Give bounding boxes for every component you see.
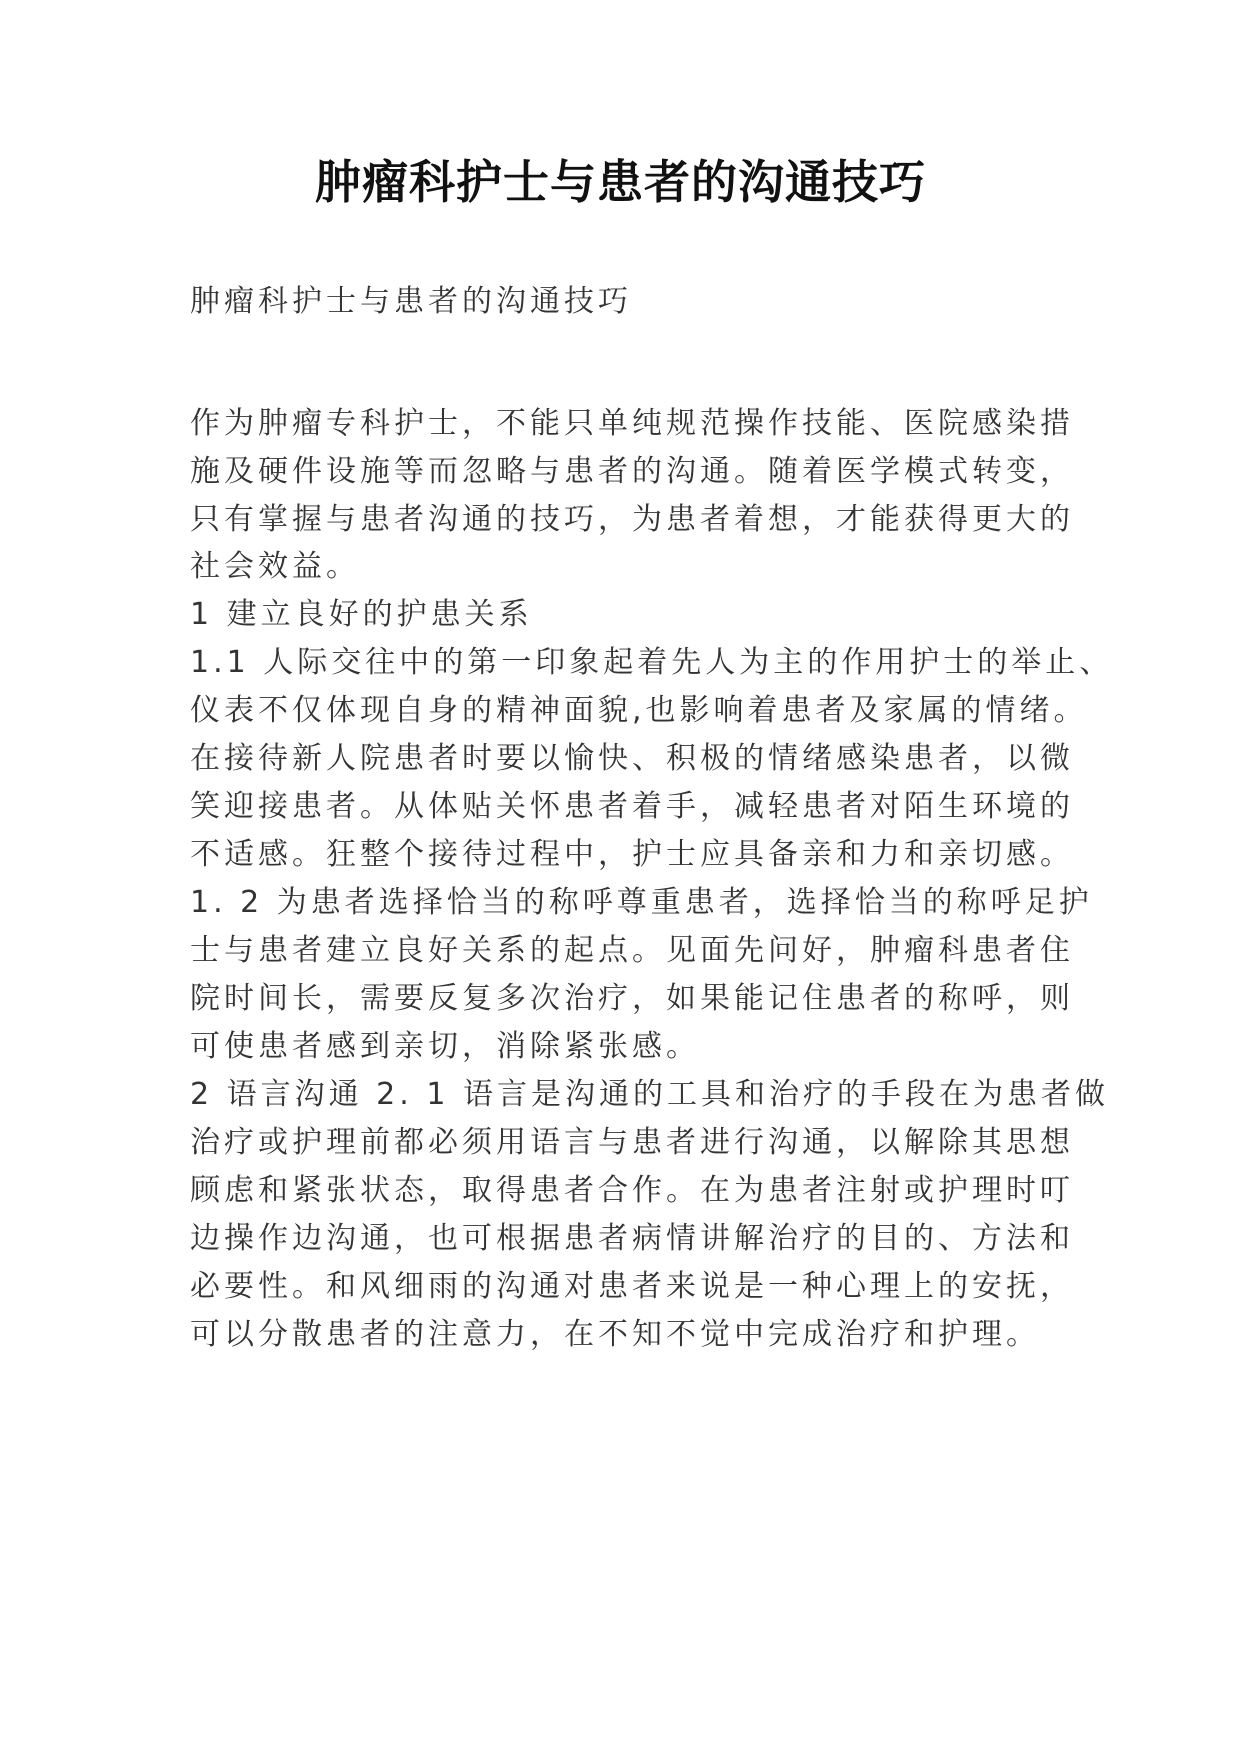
body-line: 顾虑和紧张状态，取得患者合作。在为患者注射或护理时叮 bbox=[190, 1173, 1074, 1208]
body-line: 作为肿瘤专科护士，不能只单纯规范操作技能、医院感染措 bbox=[190, 406, 1074, 441]
body-line: 笑迎接患者。从体贴关怀患者着手，减轻患者对陌生环境的 bbox=[190, 789, 1074, 824]
document-title: 肿瘤科护士与患者的沟通技巧 bbox=[315, 155, 926, 209]
body-line: 边操作边沟通，也可根据患者病情讲解治疗的目的、方法和 bbox=[190, 1221, 1074, 1256]
body-line: 施及硬件设施等而忽略与患者的沟通。随着医学模式转变， bbox=[190, 454, 1074, 489]
body-line: 在接待新人院患者时要以愉快、积极的情绪感染患者，以微 bbox=[190, 741, 1074, 776]
body-line: 士与患者建立良好关系的起点。见面先问好，肿瘤科患者住 bbox=[190, 933, 1074, 968]
body-line: 2 语言沟通 2. 1 语言是沟通的工具和治疗的手段在为患者做 bbox=[190, 1077, 1109, 1112]
body-line: 社会效益。 bbox=[190, 549, 360, 584]
body-line: 1. 2 为患者选择恰当的称呼尊重患者，选择恰当的称呼足护 bbox=[190, 885, 1093, 920]
body-line: 只有掌握与患者沟通的技巧，为患者着想，才能获得更大的 bbox=[190, 502, 1074, 537]
body-line: 院时间长，需要反复多次治疗，如果能记住患者的称呼，则 bbox=[190, 981, 1074, 1016]
body-line: 可以分散患者的注意力，在不知不觉中完成治疗和护理。 bbox=[190, 1317, 1040, 1352]
body-line: 不适感。狂整个接待过程中，护士应具备亲和力和亲切感。 bbox=[190, 837, 1074, 872]
document-subtitle: 肿瘤科护士与患者的沟通技巧 bbox=[190, 284, 632, 319]
body-line: 仪表不仅体现自身的精神面貌,也影响着患者及家属的情绪。 bbox=[190, 693, 1088, 728]
body-line: 1.1 人际交往中的第一印象起着先人为主的作用护士的举止、 bbox=[190, 645, 1114, 680]
body-line: 必要性。和风细雨的沟通对患者来说是一种心理上的安抚， bbox=[190, 1269, 1074, 1304]
section-heading: 1 建立良好的护患关系 bbox=[190, 597, 533, 632]
body-line: 可使患者感到亲切，消除紧张感。 bbox=[190, 1029, 700, 1064]
body-line: 治疗或护理前都必须用语言与患者进行沟通，以解除其思想 bbox=[190, 1125, 1074, 1160]
